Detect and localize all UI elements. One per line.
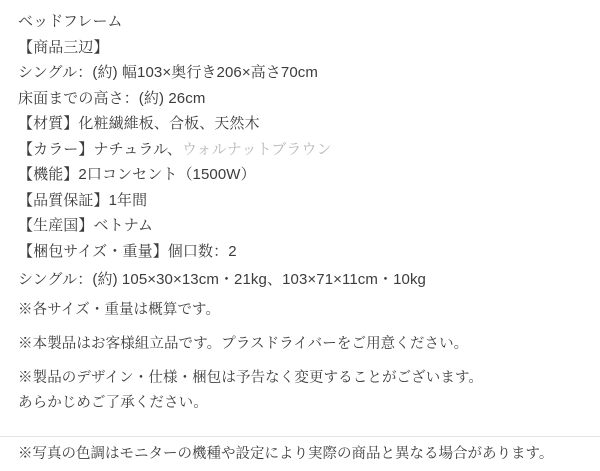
note-line: ※本製品はお客様組立品です。プラスドライバーをご用意ください。 (18, 335, 469, 352)
spec-row-material (18, 116, 582, 142)
spec-line: 【機能】2口コンセント（1500W） (18, 166, 256, 183)
spec-row-color (18, 142, 582, 168)
page-title: ベッドフレーム (18, 13, 123, 30)
footer-divider (0, 436, 600, 437)
spec-line: 【材質】化粧繊維板、合板、天然木 (18, 115, 260, 132)
note-line: あらかじめご了承ください。 (18, 395, 208, 411)
note-line: ※各サイズ・重量は概算です。 (18, 301, 221, 318)
color-primary: 【カラー】ナチュラル (18, 140, 167, 158)
note-row-assembly (18, 337, 582, 371)
color-separator: 、 (166, 140, 183, 158)
spec-line: 【商品三辺】 (18, 38, 109, 56)
spec-line-color (18, 142, 332, 157)
spec-row-country (18, 218, 582, 244)
note-row-design-change (18, 371, 582, 397)
spec-row-package-detail (18, 272, 582, 303)
spec-line: 【梱包サイズ・重量】個口数：2 (18, 242, 237, 260)
spec-row-function (18, 167, 582, 193)
spec-row-floor-height (18, 91, 582, 117)
document-title-row (18, 14, 582, 40)
spec-line: 床面までの高さ：(約) 26cm (18, 89, 206, 107)
spec-line: シングル：(約) 105×30×13cm・21kg、103×71×11cm・10kg (18, 270, 426, 288)
spec-row-warranty (18, 193, 582, 219)
note-line: ※製品のデザイン・仕様・梱包は予告なく変更することがございます。 (18, 369, 484, 386)
note-row-estimate (18, 303, 582, 337)
color-unavailable: ウォルナットブラウン (182, 140, 332, 158)
note-row-design-change-cont (18, 396, 582, 422)
spec-row-package-heading (18, 244, 582, 272)
spec-line: シングル：(約) 幅103×奥行き206×高さ70cm (18, 64, 318, 81)
spec-row-single-dimensions (18, 65, 582, 91)
spec-line: 【品質保証】1年間 (18, 191, 148, 209)
footer-note: ※写真の色調はモニターの機種や設定により実際の商品と異なる場合があります。 (18, 446, 554, 462)
spec-line: 【生産国】ベトナム (18, 217, 154, 234)
spec-row-dimensions-heading (18, 40, 582, 66)
